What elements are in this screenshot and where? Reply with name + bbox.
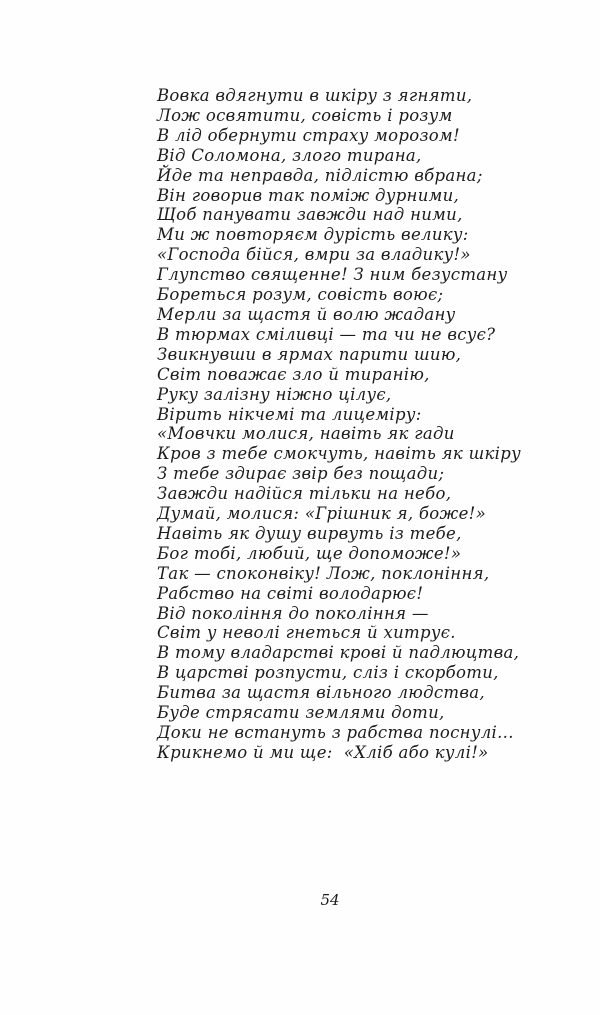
poem-line: Від покоління до покоління —: [157, 603, 429, 623]
poem-line: Світ поважає зло й тиранію,: [157, 364, 430, 384]
poem-line: Глупство священне! З ним безустану: [157, 265, 508, 285]
poem-line: Ми ж повторяєм дурість велику:: [157, 225, 469, 245]
poem-line: Рабство на світі володарює!: [157, 583, 424, 603]
poem-line: Бог тобі, любий, ще допоможе!»: [157, 543, 462, 563]
poem-line: Доки не встануть з рабства поснулі...: [157, 723, 514, 742]
poem-line: З тебе здирає звір без пощади;: [157, 464, 445, 484]
poem-text-block: [157, 86, 521, 763]
poem-line: Крикнемо й ми ще: «Хліб або кулі!»: [157, 742, 489, 762]
poem-line: В тому владарстві крові й падлюцтва,: [157, 643, 520, 663]
page-number: 54: [320, 891, 340, 909]
poem-line: Звикнувши в ярмах парити шию,: [157, 344, 462, 364]
poem-line: В царстві розпусти, сліз і скорботи,: [157, 663, 499, 683]
poem-line: В тюрмах сміливці — та чи не всує?: [157, 324, 496, 344]
poem-line: В лід обернути страху морозом!: [157, 125, 460, 145]
poem-line: Битва за щастя вільного людства,: [157, 683, 485, 703]
poem-line: «Господа бійся, вмри за владику!»: [157, 245, 471, 265]
poem-line: «Мовчки молися, навіть як гади: [157, 424, 455, 444]
poem-line: Руку залізну ніжно цілує,: [157, 384, 392, 404]
poem-line: Від Соломона, злого тирана,: [157, 145, 422, 165]
poem-line: Він говорив так поміж дурними,: [157, 185, 460, 205]
poem-line: Йде та неправда, підлістю вбрана;: [157, 165, 483, 185]
poem-line: Лож освятити, совість і розум: [157, 105, 453, 125]
poem-line: Світ у неволі гнеться й хитрує.: [157, 623, 456, 643]
poem-line: Щоб панувати завжди над ними,: [157, 205, 463, 225]
poem-line: Вірить нікчемі та лицеміру:: [157, 404, 422, 424]
poem-line: Буде стрясати землями доти,: [157, 703, 445, 723]
poem-line: Вовка вдягнути в шкіру з ягняти,: [157, 86, 473, 105]
poem-line: Завжди надійся тільки на небо,: [157, 484, 452, 504]
poem-line: Мерли за щастя й волю жадану: [157, 304, 456, 324]
poem-line: Бореться розум, совість воює;: [157, 285, 444, 305]
poem-line: Думай, молися: «Грішник я, боже!»: [157, 504, 486, 524]
poem-line: Кров з тебе смокчуть, навіть як шкіру: [157, 444, 521, 464]
poem-line: Так — споконвіку! Лож, поклоніння,: [157, 563, 490, 583]
poem-line: Навіть як душу вирвуть із тебе,: [157, 523, 462, 543]
